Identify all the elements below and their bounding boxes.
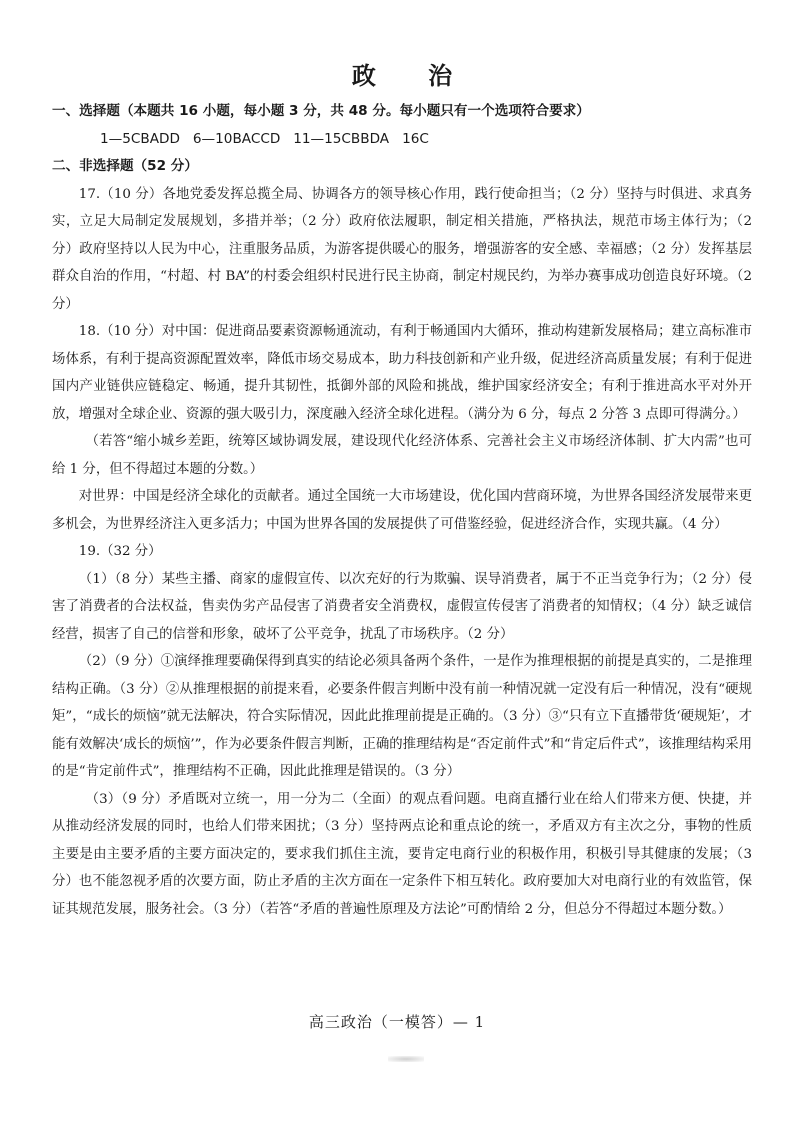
answer-q19-part2: （2）（9 分）①演绎推理要确保得到真实的结论必须具备两个条件，一是作为推理根据的前提是真实的，二是推理结构正确。（3 分）②从推理根据的前提来看，必要条件假言判断中没有前一种情况就一定没有后一种情况，没有“硬规矩”，“成长的烦恼”就无法解决，符合实际情况，因此此推理前提是正确的。（3 分）③“只有立下直播带货‘硬规矩’，才能有效解决‘成长的烦恼’”，作为必要条件假言判断，正确的推理结构是“否定前件式”和“肯定后件式”，该推理结构采用的是“肯定前件式”，推理结构不正确，因此此推理是错误的。（3 分） xyxy=(52,654,752,779)
answer-q19-header: 19.（32 分） xyxy=(78,544,162,559)
section-2-heading: 二、非选择题（52 分） xyxy=(52,158,198,174)
answer-sheet xyxy=(52,52,752,923)
answer-q18-china: 18.（10 分）对中国：促进商品要素资源畅通流动，有利于畅通国内大循环，推动构建新发展格局；建立高标准市场体系，有利于提高资源配置效率，降低市场交易成本，助力科技创新和产业升级，促进经济高质量发展；有利于促进国内产业链供应链稳定、畅通，提升其韧性，抵御外部的风险和挑战，维护国家经济安全；有利于推进高水平对外开放，增强对全球企业、资源的强大吸引力，深度融入经济全球化进程。（满分为 6 分，每点 2 分答 3 点即可得满分。） xyxy=(52,324,752,422)
answer-q19-part3: （3）（9 分）矛盾既对立统一，用一分为二（全面）的观点看问题。电商直播行业在给人们带来方便、快捷，并从推动经济发展的同时，也给人们带来困扰；（3 分）坚持两点论和重点论的统一，矛盾双方有主次之分，事物的性质主要是由主要矛盾的主要方面决定的，要求我们抓住主流，要肯定电商行业的积极作用，积极引导其健康的发展；（3 分）也不能忽视矛盾的次要方面，防止矛盾的主次方面在一定条件下相互转化。政府要加大对电商行业的有效监管，保证其规范发展，服务社会。（3 分）（若答“矛盾的普遍性原理及方法论”可酌情给 2 分，但总分不得超过本题分数。） xyxy=(52,791,752,917)
answer-q17: 17.（10 分）各地党委发挥总揽全局、协调各方的领导核心作用，践行使命担当；（2 分）坚持与时俱进、求真务实，立足大局制定发展规划，多措并举；（2 分）政府依法履职，制定相关措施，严格执法，规范市场主体行为；（2 分）政府坚持以人民为中心，注重服务品质，为游客提供暖心的服务，增强游客的安全感、幸福感；（2 分）发挥基层群众自治的作用，“村超、村 BA”的村委会组织村民进行民主协商，制定村规民约，为举办赛事成功创造良好环境。（2 分） xyxy=(52,186,752,312)
answer-q19-part1: （1）（8 分）某些主播、商家的虚假宣传、以次充好的行为欺骗、误导消费者，属于不正当竞争行为；（2 分）侵害了消费者的合法权益，售卖伪劣产品侵害了消费者安全消费权，虚假宣传侵害了消费者的知情权；（4 分）缺乏诚信经营，损害了自己的信誉和形象，破坏了公平竞争，扰乱了市场秩序。（2 分） xyxy=(52,571,752,642)
page-footer: 高三政治（一模答）— 1 xyxy=(308,1013,486,1031)
scan-smudge xyxy=(388,1056,424,1062)
answer-q18-world: 对世界：中国是经济全球化的贡献者。通过全国统一大市场建设，优化国内营商环境，为世界各国经济发展带来更多机会，为世界经济注入更多活力；中国为世界各国的发展提供了可借鉴经验，促进经济合作，实现共赢。（4 分） xyxy=(52,489,752,532)
section-1-heading: 一、选择题（本题共 16 小题，每小题 3 分，共 48 分。每小题只有一个选项符合要求） xyxy=(52,103,590,119)
choice-answers: 1—5CBADD 6—10BACCD 11—15CBBDA 16C xyxy=(100,130,429,147)
answer-q18-note: （若答“缩小城乡差距，统筹区域协调发展，建设现代化经济体系、完善社会主义市场经济体制、扩大内需”也可给 1 分，但不得超过本题的分数。） xyxy=(52,434,752,477)
page-title: 政 治 xyxy=(351,62,475,90)
